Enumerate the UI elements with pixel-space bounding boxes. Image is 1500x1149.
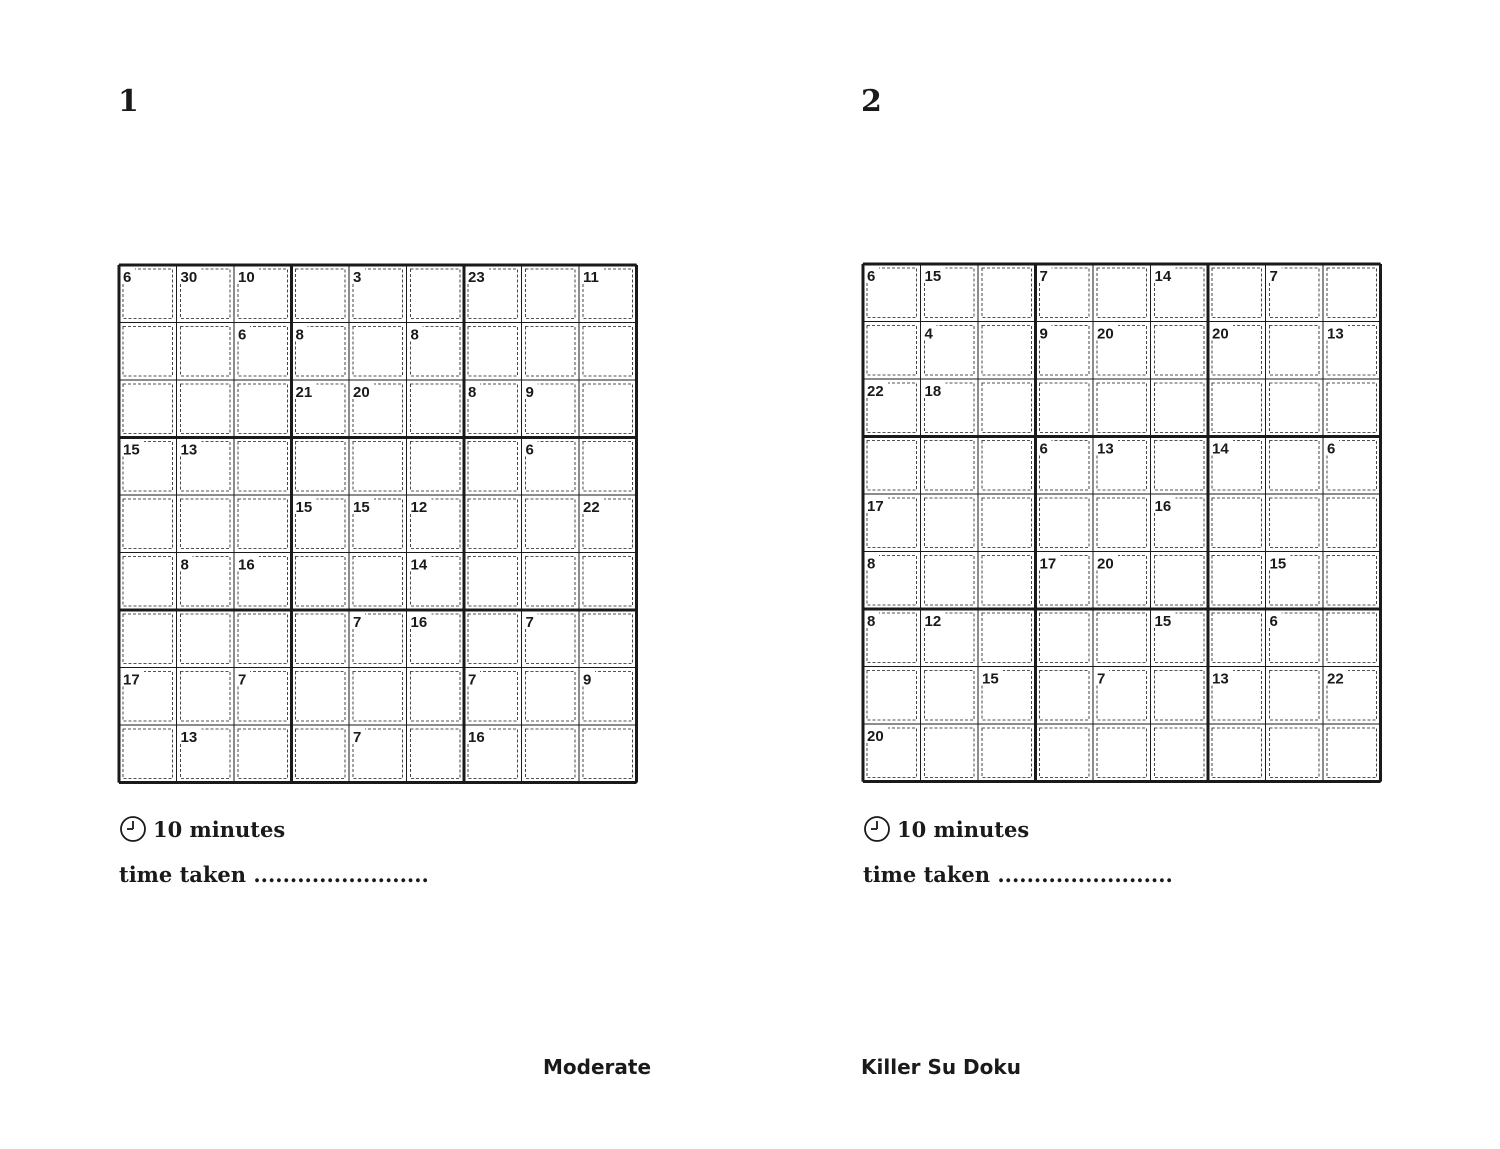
grid-cell[interactable] xyxy=(978,379,1036,437)
cage-clue: 17 xyxy=(867,498,884,515)
grid-cell[interactable] xyxy=(1151,322,1209,380)
grid-cell[interactable] xyxy=(1151,724,1209,782)
grid-cell[interactable] xyxy=(1323,379,1381,437)
cage-clue: 3 xyxy=(353,269,362,286)
cage-clue: 14 xyxy=(1154,268,1172,285)
cage-clue: 23 xyxy=(468,269,485,286)
grid-cell[interactable] xyxy=(234,495,292,553)
grid-cell[interactable] xyxy=(1208,494,1266,552)
grid-cell[interactable] xyxy=(119,610,177,668)
grid-cell[interactable] xyxy=(292,610,350,668)
grid-cell[interactable] xyxy=(921,437,979,495)
cage-clue: 15 xyxy=(123,441,140,459)
grid-cell[interactable] xyxy=(579,610,637,668)
grid-cell[interactable] xyxy=(579,553,637,611)
cage-clue: 10 xyxy=(238,269,255,286)
cage-clue: 9 xyxy=(525,384,534,401)
clock-icon xyxy=(119,815,147,843)
grid-cell[interactable] xyxy=(1208,552,1266,610)
cage-clue: 15 xyxy=(1269,555,1287,573)
grid-cell[interactable] xyxy=(522,323,580,381)
cage-clue: 6 xyxy=(1327,440,1336,458)
grid-cell[interactable] xyxy=(1323,264,1381,322)
grid-cell[interactable] xyxy=(464,495,522,553)
cage-clue: 7 xyxy=(353,729,362,746)
grid-cell[interactable] xyxy=(921,724,979,782)
grid-cell[interactable] xyxy=(464,553,522,611)
grid-cell[interactable] xyxy=(1323,552,1381,610)
grid-cell[interactable] xyxy=(978,552,1036,610)
grid-cell[interactable] xyxy=(1036,609,1094,667)
cage-clue: 22 xyxy=(1327,670,1344,688)
cage-clue: 8 xyxy=(410,326,419,344)
grid-cell[interactable] xyxy=(1151,552,1209,610)
cage-clue: 16 xyxy=(410,614,428,631)
cage-clue: 12 xyxy=(924,613,942,630)
grid-cell[interactable] xyxy=(522,265,580,323)
grid-cell[interactable] xyxy=(1208,724,1266,782)
clock-icon xyxy=(863,815,891,843)
grid-cell[interactable] xyxy=(119,380,177,438)
cage-clue: 16 xyxy=(468,729,485,746)
cage-clue: 7 xyxy=(1039,268,1048,285)
cage-clue: 20 xyxy=(353,384,370,401)
cage-clue: 8 xyxy=(295,326,304,344)
cage-clue: 20 xyxy=(1097,325,1114,343)
cage-clue: 15 xyxy=(1154,613,1172,630)
cage-clue: 17 xyxy=(1039,555,1057,573)
cage-clue: 20 xyxy=(867,728,884,745)
grid-cell[interactable] xyxy=(978,494,1036,552)
grid-cell[interactable] xyxy=(921,667,979,725)
grid-cell[interactable] xyxy=(177,495,235,553)
grid-cell[interactable] xyxy=(1093,494,1151,552)
cage-clue: 16 xyxy=(1154,498,1172,515)
grid-cell[interactable] xyxy=(1208,264,1266,322)
grid-cell[interactable] xyxy=(1323,494,1381,552)
grid-cell[interactable] xyxy=(464,438,522,496)
cage-clue: 20 xyxy=(1097,555,1114,573)
grid-cell[interactable] xyxy=(1151,667,1209,725)
grid-cell[interactable] xyxy=(119,495,177,553)
cage-clue: 6 xyxy=(1269,613,1278,630)
grid-cell[interactable] xyxy=(1266,494,1324,552)
cage-clue: 13 xyxy=(180,729,198,746)
cage-clue: 4 xyxy=(924,325,933,343)
grid-cell[interactable] xyxy=(407,438,465,496)
puzzle-2-grid[interactable] xyxy=(861,262,1384,785)
grid-cell[interactable] xyxy=(1036,724,1094,782)
cage-clue: 14 xyxy=(1212,440,1229,458)
puzzle-1-time-limit xyxy=(119,814,285,844)
grid-cell[interactable] xyxy=(1323,724,1381,782)
grid-cell[interactable] xyxy=(1036,379,1094,437)
cage-clue: 8 xyxy=(867,613,876,630)
cage-clue: 20 xyxy=(1212,325,1229,343)
puzzle-1-number: 1 xyxy=(118,84,139,119)
cage-clue: 15 xyxy=(353,499,370,516)
grid-cell[interactable] xyxy=(177,323,235,381)
cage-clue: 13 xyxy=(1097,440,1114,458)
grid-cell[interactable] xyxy=(1093,609,1151,667)
grid-cell[interactable] xyxy=(522,725,580,783)
cage-clue: 13 xyxy=(1327,325,1344,343)
grid-cell[interactable] xyxy=(1208,609,1266,667)
grid-cell[interactable] xyxy=(1151,437,1209,495)
grid-cell[interactable] xyxy=(234,380,292,438)
grid-cell[interactable] xyxy=(978,724,1036,782)
grid-cell[interactable] xyxy=(978,609,1036,667)
grid-cell[interactable] xyxy=(921,552,979,610)
cage-clue: 12 xyxy=(410,499,428,516)
grid-cell[interactable] xyxy=(1093,264,1151,322)
cage-clue: 8 xyxy=(867,555,876,573)
cage-clue: 7 xyxy=(238,671,247,689)
grid-cell[interactable] xyxy=(407,380,465,438)
grid-cell[interactable] xyxy=(1036,494,1094,552)
grid-cell[interactable] xyxy=(1266,437,1324,495)
cage-clue: 7 xyxy=(1269,268,1278,285)
grid-cell[interactable] xyxy=(863,667,921,725)
grid-cell[interactable] xyxy=(1093,379,1151,437)
grid-cell[interactable] xyxy=(119,725,177,783)
grid-cell[interactable] xyxy=(1323,609,1381,667)
cage-clue: 16 xyxy=(238,556,255,574)
grid-cell[interactable] xyxy=(349,668,407,726)
puzzle-2-time-taken: time taken ........................ xyxy=(863,862,1173,887)
grid-cell[interactable] xyxy=(234,610,292,668)
puzzle-1-time-limit-label: 10 minutes xyxy=(153,816,286,842)
grid-cell[interactable] xyxy=(522,668,580,726)
grid-cell[interactable] xyxy=(1036,667,1094,725)
grid-cell[interactable] xyxy=(292,438,350,496)
grid-cell[interactable] xyxy=(921,494,979,552)
cage-clue: 17 xyxy=(123,671,140,689)
cage-clue: 30 xyxy=(180,269,198,286)
grid-cell[interactable] xyxy=(1093,724,1151,782)
cage-clue: 6 xyxy=(123,269,132,286)
grid-cell[interactable] xyxy=(234,725,292,783)
grid-cell[interactable] xyxy=(1266,724,1324,782)
grid-cell[interactable] xyxy=(177,380,235,438)
grid-cell[interactable] xyxy=(177,610,235,668)
cage-clue: 7 xyxy=(525,614,534,631)
grid-cell[interactable] xyxy=(579,380,637,438)
grid-cell[interactable] xyxy=(407,668,465,726)
grid-cell[interactable] xyxy=(978,437,1036,495)
cage-clue: 7 xyxy=(353,614,362,631)
cage-clue: 21 xyxy=(295,384,313,401)
grid-cell[interactable] xyxy=(177,668,235,726)
grid-cell[interactable] xyxy=(119,553,177,611)
grid-cell[interactable] xyxy=(292,725,350,783)
grid-cell[interactable] xyxy=(234,438,292,496)
cage-clue: 15 xyxy=(295,499,313,516)
cage-clue: 13 xyxy=(1212,670,1229,688)
grid-cell[interactable] xyxy=(579,725,637,783)
cage-clue: 14 xyxy=(410,556,428,574)
difficulty-label: Moderate xyxy=(543,1055,652,1079)
cage-clue: 11 xyxy=(583,269,599,286)
puzzle-1-time-taken: time taken ........................ xyxy=(119,862,429,887)
grid-cell[interactable] xyxy=(349,553,407,611)
grid-cell[interactable] xyxy=(579,323,637,381)
grid-cell[interactable] xyxy=(349,438,407,496)
grid-cell[interactable] xyxy=(522,553,580,611)
grid-cell[interactable] xyxy=(522,495,580,553)
grid-cell[interactable] xyxy=(407,725,465,783)
puzzle-2-time-limit-label: 10 minutes xyxy=(897,816,1030,842)
grid-cell[interactable] xyxy=(119,323,177,381)
grid-cell[interactable] xyxy=(407,265,465,323)
cage-clue: 15 xyxy=(924,268,942,285)
grid-cell[interactable] xyxy=(1266,667,1324,725)
grid-cell[interactable] xyxy=(292,668,350,726)
grid-cell[interactable] xyxy=(349,323,407,381)
cage-clue: 9 xyxy=(1039,325,1048,343)
grid-cell[interactable] xyxy=(1266,322,1324,380)
grid-cell[interactable] xyxy=(978,264,1036,322)
cage-clue: 22 xyxy=(583,499,600,516)
cage-clue: 7 xyxy=(1097,670,1106,688)
grid-cell[interactable] xyxy=(464,610,522,668)
grid-cell[interactable] xyxy=(464,323,522,381)
grid-cell[interactable] xyxy=(1151,379,1209,437)
cage-clue: 22 xyxy=(867,383,884,400)
grid-cell[interactable] xyxy=(863,322,921,380)
puzzle-1-grid[interactable] xyxy=(117,263,640,786)
cage-clue: 6 xyxy=(238,326,247,344)
cage-clue: 6 xyxy=(867,268,876,285)
cage-clue: 8 xyxy=(468,384,477,401)
grid-cell[interactable] xyxy=(292,553,350,611)
cage-clue: 18 xyxy=(924,383,942,400)
grid-cell[interactable] xyxy=(978,322,1036,380)
cage-clue: 7 xyxy=(468,671,477,689)
book-title: Killer Su Doku xyxy=(861,1055,1021,1079)
cage-clue: 13 xyxy=(180,441,198,459)
cage-clue: 9 xyxy=(583,671,592,689)
cage-clue: 15 xyxy=(982,670,999,688)
grid-cell[interactable] xyxy=(863,437,921,495)
cage-clue: 6 xyxy=(525,441,534,459)
grid-cell[interactable] xyxy=(292,265,350,323)
cage-clue: 8 xyxy=(180,556,189,574)
cage-clue: 6 xyxy=(1039,440,1048,458)
grid-cell[interactable] xyxy=(1266,379,1324,437)
puzzle-2-time-limit xyxy=(863,814,1029,844)
grid-cell[interactable] xyxy=(1208,379,1266,437)
puzzle-2-number: 2 xyxy=(861,84,882,119)
grid-cell[interactable] xyxy=(579,438,637,496)
